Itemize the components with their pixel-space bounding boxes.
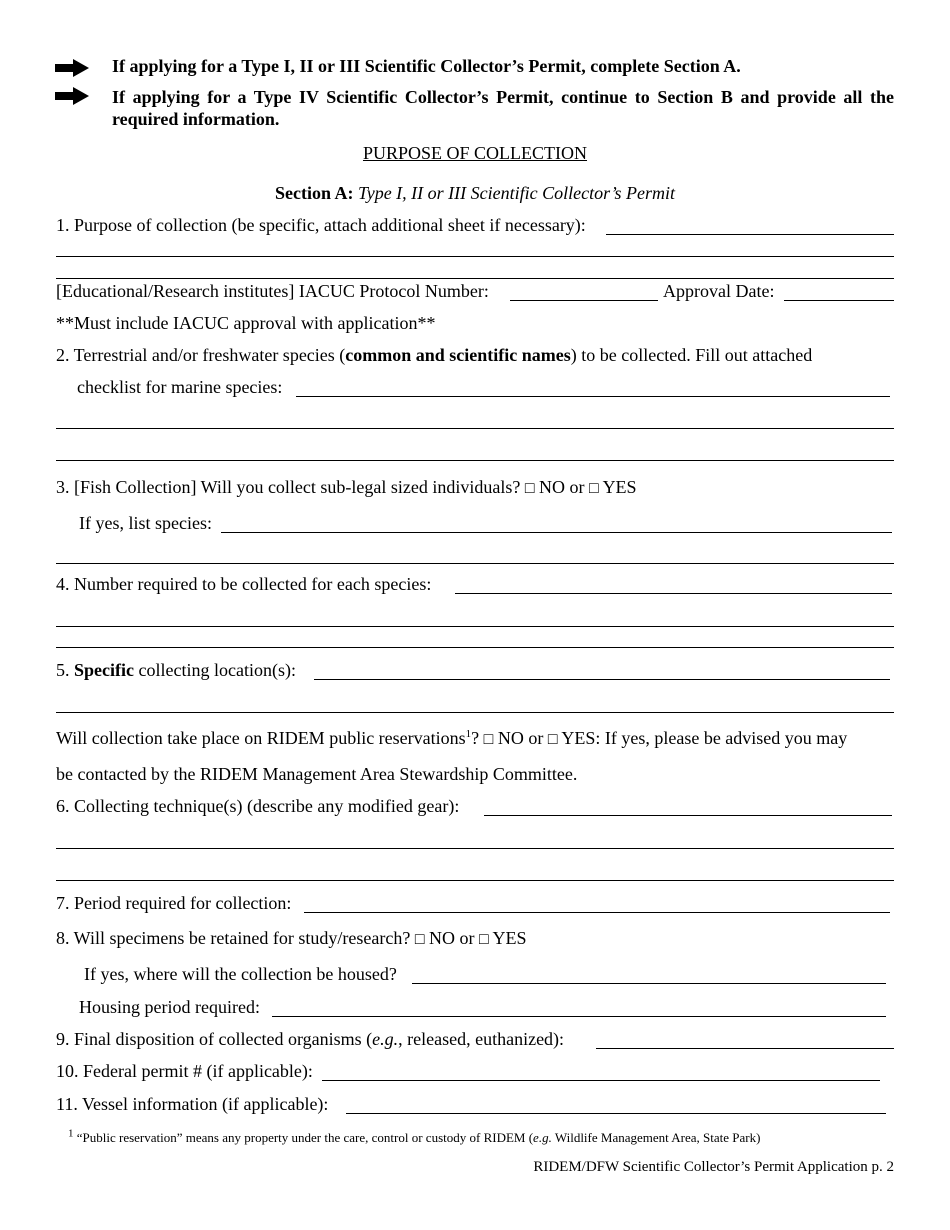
q5-field-line-2[interactable]	[56, 712, 894, 713]
reservation-line2: be contacted by the RIDEM Management Area Stewardship Committee.	[56, 764, 578, 784]
q9-label	[56, 1029, 564, 1050]
q3-label	[56, 477, 637, 498]
q4-field-line-2[interactable]	[56, 626, 894, 627]
q11-field[interactable]	[346, 1113, 886, 1114]
q1-label: 1. Purpose of collection (be specific, attach additional sheet if necessary):	[56, 215, 586, 235]
page-footer: RIDEM/DFW Scientific Collector’s Permit Application p. 2	[533, 1159, 894, 1175]
q8-or-label: or	[459, 928, 475, 948]
reservation-advice: : If yes, please be advised you may	[595, 728, 848, 748]
q6-field-line-3[interactable]	[56, 880, 894, 881]
q9-field[interactable]	[596, 1048, 894, 1049]
iacuc-protocol-label: [Educational/Research institutes] IACUC Protocol Number:	[56, 281, 489, 301]
q2-bold-text: common and scientific names	[345, 345, 571, 365]
reservation-yes-checkbox[interactable]: □	[547, 731, 558, 748]
q2-field[interactable]	[296, 396, 890, 397]
q7-field[interactable]	[304, 912, 890, 913]
q3-no-label: NO	[539, 477, 566, 497]
q8-yes-checkbox[interactable]: □	[479, 931, 489, 948]
q10-field[interactable]	[322, 1080, 880, 1081]
q8-no-label: NO	[429, 928, 455, 948]
reservation-text: Will collection take place on RIDEM public reservations	[56, 728, 466, 748]
q9-text-2: , released, euthanized):	[398, 1029, 565, 1049]
q8-text: 8. Will specimens be retained for study/research?	[56, 928, 411, 948]
q11-label: 11. Vessel information (if applicable):	[56, 1094, 329, 1114]
reservation-yes-label: YES	[561, 728, 596, 748]
q8-yes-label: YES	[492, 928, 527, 948]
q3-text: 3. [Fish Collection] Will you collect sub-legal sized individuals?	[56, 477, 521, 497]
instruction-type-1-3: If applying for a Type I, II or III Scientific Collector’s Permit, complete Section A.	[112, 56, 741, 76]
q3-species-field[interactable]	[221, 532, 892, 533]
q1-field-line-3[interactable]	[56, 278, 894, 279]
q3-followup-label: If yes, list species:	[79, 513, 212, 533]
section-label: Section A:	[275, 183, 354, 203]
q8-housing-period-label: Housing period required:	[79, 997, 260, 1017]
instruction-type-4-line2: required information.	[112, 109, 280, 129]
q6-field[interactable]	[484, 815, 892, 816]
q3-yes-checkbox[interactable]: □	[589, 480, 599, 497]
q4-label: 4. Number required to be collected for each species:	[56, 574, 432, 594]
right-arrow-icon	[55, 59, 89, 77]
q4-field-line-3[interactable]	[56, 647, 894, 648]
approval-date-label: Approval Date:	[663, 281, 775, 301]
q2-field-line-3[interactable]	[56, 460, 894, 461]
q1-field-line-2[interactable]	[56, 256, 894, 257]
section-title	[0, 183, 950, 204]
q5-bold-text: Specific	[74, 660, 134, 680]
q8-housing-period-field[interactable]	[272, 1016, 886, 1017]
reservation-question: Will collection take place on RIDEM public reservations$^1$? □ NO or □ YES: If yes, please be advised you may	[56, 728, 848, 748]
q7-label: 7. Period required for collection:	[56, 893, 292, 913]
instruction-type-4-line1: If applying for a Type IV Scientific Collector’s Permit, continue to Section B and provide all the	[112, 87, 894, 107]
q6-label: 6. Collecting technique(s) (describe any modified gear):	[56, 796, 460, 816]
approval-date-field[interactable]	[784, 300, 894, 301]
right-arrow-icon	[55, 87, 89, 105]
reservation-no-label: NO	[497, 728, 524, 748]
reservation-no-checkbox[interactable]: □	[483, 731, 494, 748]
q9-text-1: 9. Final disposition of collected organisms (	[56, 1029, 373, 1049]
q3-no-checkbox[interactable]: □	[524, 480, 535, 497]
footnote-number: 1	[68, 1127, 74, 1140]
reservation-or-label: or	[528, 728, 544, 748]
q2-label-line2: checklist for marine species:	[77, 377, 283, 397]
q6-field-line-2[interactable]	[56, 848, 894, 849]
footnote-italic: e.g.	[533, 1130, 552, 1145]
q5-text: collecting location(s):	[138, 660, 296, 680]
q2-field-line-2[interactable]	[56, 428, 894, 429]
footnote	[68, 1127, 761, 1146]
q10-label: 10. Federal permit # (if applicable):	[56, 1061, 313, 1081]
q2-label	[56, 345, 812, 366]
page-title: PURPOSE OF COLLECTION	[362, 143, 588, 163]
iacuc-protocol-field[interactable]	[510, 300, 658, 301]
footnote-ref: 1	[465, 728, 472, 740]
q8-housed-label: If yes, where will the collection be housed?	[84, 964, 397, 984]
footnote-text-1: “Public reservation” means any property under the care, control or custody of RIDEM (	[76, 1130, 534, 1145]
q8-no-checkbox[interactable]: □	[414, 931, 425, 948]
footnote-text-2: Wildlife Management Area, State Park)	[551, 1130, 761, 1145]
q5-label	[56, 660, 296, 681]
q9-italic: e.g.	[372, 1029, 399, 1049]
q8-housed-field[interactable]	[412, 983, 886, 984]
q1-field[interactable]	[606, 234, 894, 235]
q2-text-1: 2. Terrestrial and/or freshwater species (	[56, 345, 346, 365]
q4-field[interactable]	[455, 593, 892, 594]
q3-species-field-line-2[interactable]	[56, 563, 894, 564]
q2-text-2: ) to be collected. Fill out attached	[570, 345, 813, 365]
q3-or-label: or	[569, 477, 585, 497]
q5-field[interactable]	[314, 679, 890, 680]
section-subtitle: Type I, II or III Scientific Collector’s Permit	[358, 183, 675, 203]
q8-label	[56, 928, 527, 949]
q3-yes-label: YES	[602, 477, 637, 497]
q5-number: 5.	[56, 660, 70, 680]
iacuc-note: **Must include IACUC approval with application**	[56, 313, 436, 333]
